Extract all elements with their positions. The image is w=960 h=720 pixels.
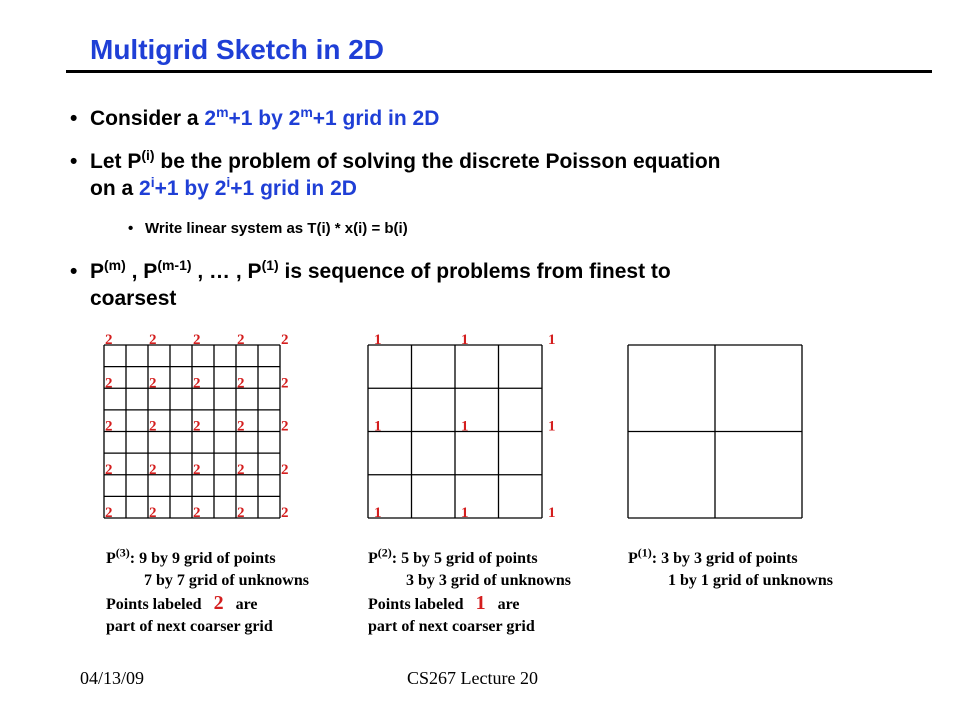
caption-p: P xyxy=(106,550,116,567)
grid-5x5-point-label: 1 xyxy=(461,505,469,521)
caption-line: : 3 by 3 grid of points xyxy=(651,550,798,567)
bullet-3-sep: , P xyxy=(125,260,158,283)
bullet-2-blue: +1 grid in 2D xyxy=(230,177,357,200)
bullet-2-sup: i xyxy=(150,174,155,190)
grid-5x5-point-label: 1 xyxy=(461,418,469,435)
bullet-dot: • xyxy=(70,107,78,130)
bullet-3-p: P xyxy=(90,260,105,283)
grid-9x9-point-label: 2 xyxy=(237,418,245,435)
grid-5x5-point-label: 1 xyxy=(461,332,469,348)
sub-bullet-text: Write linear system as T(i) * x(i) = b(i) xyxy=(145,220,408,237)
bullet-3-sup: (m-1) xyxy=(157,257,192,273)
caption-p: P xyxy=(368,550,378,567)
caption-line: part of next coarser grid xyxy=(106,618,273,635)
caption-line: are xyxy=(235,596,258,613)
caption-line: : 9 by 9 grid of points xyxy=(129,550,276,567)
grid-9x9-point-label: 2 xyxy=(149,461,157,478)
grid-9x9-point-label: 2 xyxy=(105,461,113,478)
bullet-3-line2: coarsest xyxy=(90,287,177,310)
sub-bullet-dot: • xyxy=(128,220,134,237)
caption-line: are xyxy=(497,596,520,613)
bullet-2-blue: +1 by 2 xyxy=(154,177,227,200)
bullet-2-sup: (i) xyxy=(141,147,155,163)
caption-sup: (2) xyxy=(377,545,392,560)
grid-9x9-point-label: 2 xyxy=(237,461,245,478)
grid-9x9-point-label: 2 xyxy=(281,418,289,435)
caption-line: 3 by 3 grid of unknowns xyxy=(406,572,571,589)
bullet-1-blue: +1 grid in 2D xyxy=(312,107,440,130)
grid-5x5-point-label: 1 xyxy=(548,332,556,348)
grid-9x9-point-label: 2 xyxy=(105,375,113,392)
grid-5x5-point-label: 1 xyxy=(374,332,382,348)
caption-grid-5x5 xyxy=(368,545,571,638)
grid-9x9-point-label: 2 xyxy=(281,461,289,478)
caption-line: 1 by 1 grid of unknowns xyxy=(668,572,833,589)
grid-9x9-point-label: 2 xyxy=(281,505,289,521)
bullet-1-sup: m xyxy=(300,104,313,120)
caption-line: 7 by 7 grid of unknowns xyxy=(144,572,309,589)
grid-9x9-point-label: 2 xyxy=(149,375,157,392)
footer-date: 04/13/09 xyxy=(80,668,145,688)
grid-9x9-point-label: 2 xyxy=(193,332,201,348)
bullet-3-sup: (1) xyxy=(261,257,279,273)
caption-grid-9x9 xyxy=(106,545,309,638)
grid-9x9-point-label: 2 xyxy=(193,375,201,392)
grid-9x9-point-label: 2 xyxy=(149,332,157,348)
grid-9x9-point-label: 2 xyxy=(237,505,245,521)
caption-p: P xyxy=(628,550,638,567)
grid-9x9-point-label: 2 xyxy=(281,332,289,348)
footer-course: CS267 Lecture 20 xyxy=(407,668,538,688)
grid-5x5-point-label: 1 xyxy=(548,505,556,521)
grid-5x5-point-label: 1 xyxy=(374,505,382,521)
bullet-2-mid: be the problem of solving the discrete Poisson equation xyxy=(154,150,721,173)
bullet-2-pre: Let P xyxy=(90,150,142,173)
grid-9x9-point-label: 2 xyxy=(281,375,289,392)
caption-sup: (1) xyxy=(637,545,652,560)
bullet-3-sup: (m) xyxy=(104,257,126,273)
bullet-1-blue: 2 xyxy=(204,107,217,130)
caption-red-label: 1 xyxy=(475,592,486,614)
grid-9x9-point-label: 2 xyxy=(105,418,113,435)
caption-sup: (3) xyxy=(115,545,130,560)
bullet-1-sup: m xyxy=(216,104,229,120)
caption-line: : 5 by 5 grid of points xyxy=(391,550,538,567)
bullet-2-sup: i xyxy=(226,174,231,190)
grid-9x9-point-label: 2 xyxy=(237,375,245,392)
bullet-2-line2: on a xyxy=(90,177,140,200)
grid-9x9-point-label: 2 xyxy=(237,332,245,348)
bullet-3-rest: is sequence of problems from finest to xyxy=(278,260,671,283)
caption-line: part of next coarser grid xyxy=(368,618,535,635)
caption-line: Points labeled xyxy=(368,596,464,613)
grid-5x5-point-label: 1 xyxy=(548,418,556,435)
grid-9x9-point-label: 2 xyxy=(149,505,157,521)
caption-red-label: 2 xyxy=(213,592,224,614)
caption-line: Points labeled xyxy=(106,596,202,613)
bullet-2-blue: 2 xyxy=(139,177,151,200)
grid-9x9-point-label: 2 xyxy=(149,418,157,435)
bullet-1-pre: Consider a xyxy=(90,107,205,130)
grid-9x9-point-label: 2 xyxy=(193,505,201,521)
grid-9x9-point-label: 2 xyxy=(193,418,201,435)
grid-5x5-point-label: 1 xyxy=(374,418,382,435)
bullet-dot: • xyxy=(70,260,78,283)
grid-9x9-point-label: 2 xyxy=(105,332,113,348)
caption-grid-3x3 xyxy=(628,545,833,592)
grid-9x9-point-label: 2 xyxy=(193,461,201,478)
bullet-dot: • xyxy=(70,150,78,173)
bullet-1-blue: +1 by 2 xyxy=(228,107,301,130)
grid-9x9-point-label: 2 xyxy=(105,505,113,521)
bullet-3-sep: , … , P xyxy=(191,260,262,283)
slide-title: Multigrid Sketch in 2D xyxy=(90,34,385,65)
